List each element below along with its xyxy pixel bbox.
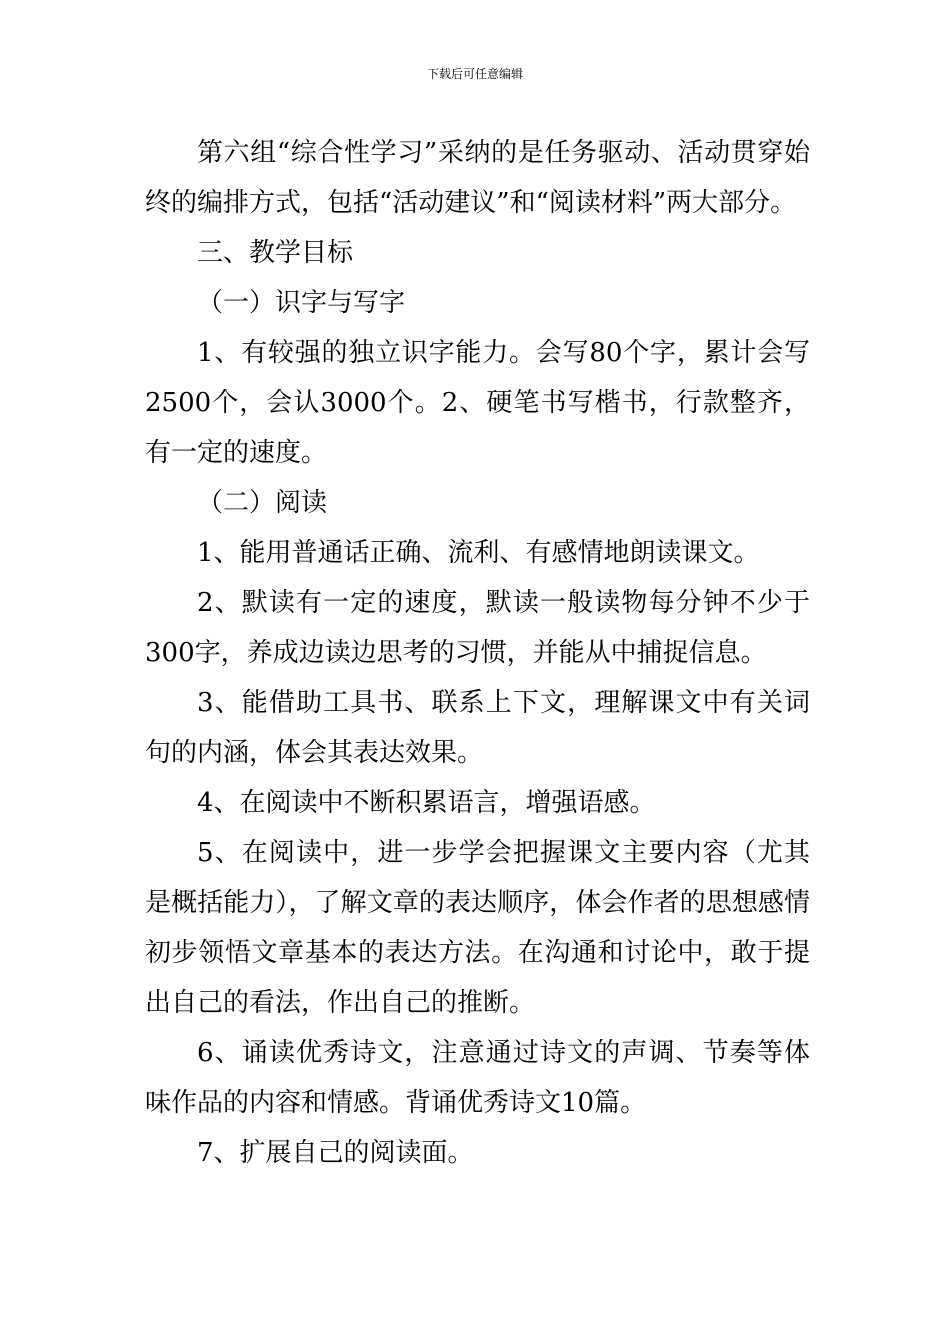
- paragraph-literacy-item-1: 1、有较强的独立识字能力。会写80个字，累计会写2500个，会认3000个。2、硬笔书写楷书，行款整齐，有一定的速度。: [145, 338, 810, 468]
- paragraph-reading-item-6: 6、诵读优秀诗文，注意通过诗文的声调、节奏等体味作品的内容和情感。背诵优秀诗文10篇。: [145, 1038, 810, 1118]
- paragraph-reading-item-5: 5、在阅读中，进一步学会把握课文主要内容（尤其是概括能力），了解文章的表达顺序，体会作者的思想感情初步领悟文章基本的表达方法。在沟通和讨论中，敢于提出自己的看法，作出自己的推断。: [145, 838, 810, 1018]
- paragraph-reading-item-2: 2、默读有一定的速度，默读一般读物每分钟不少于300字，养成边读边思考的习惯，并能从中捕捉信息。: [145, 588, 810, 668]
- heading-teaching-goals: 三、教学目标: [197, 238, 354, 268]
- paragraph-comprehensive-study: 第六组“综合性学习”采纳的是任务驱动、活动贯穿始终的编排方式，包括“活动建议”和“阅读材料”两大部分。: [145, 138, 810, 218]
- document-body: [145, 128, 810, 1178]
- paragraph-reading-item-4: 4、在阅读中不断积累语言，增强语感。: [197, 788, 656, 818]
- subheading-reading: （二）阅读: [197, 488, 328, 518]
- page-header: 下载后可任意编辑: [426, 67, 523, 81]
- paragraph-reading-item-3: 3、能借助工具书、联系上下文，理解课文中有关词句的内涵，体会其表达效果。: [145, 688, 810, 768]
- subheading-literacy-writing: （一）识字与写字: [197, 288, 406, 318]
- paragraph-reading-item-7: 7、扩展自己的阅读面。: [197, 1138, 474, 1168]
- paragraph-reading-item-1: 1、能用普通话正确、流利、有感情地朗读课文。: [197, 538, 760, 568]
